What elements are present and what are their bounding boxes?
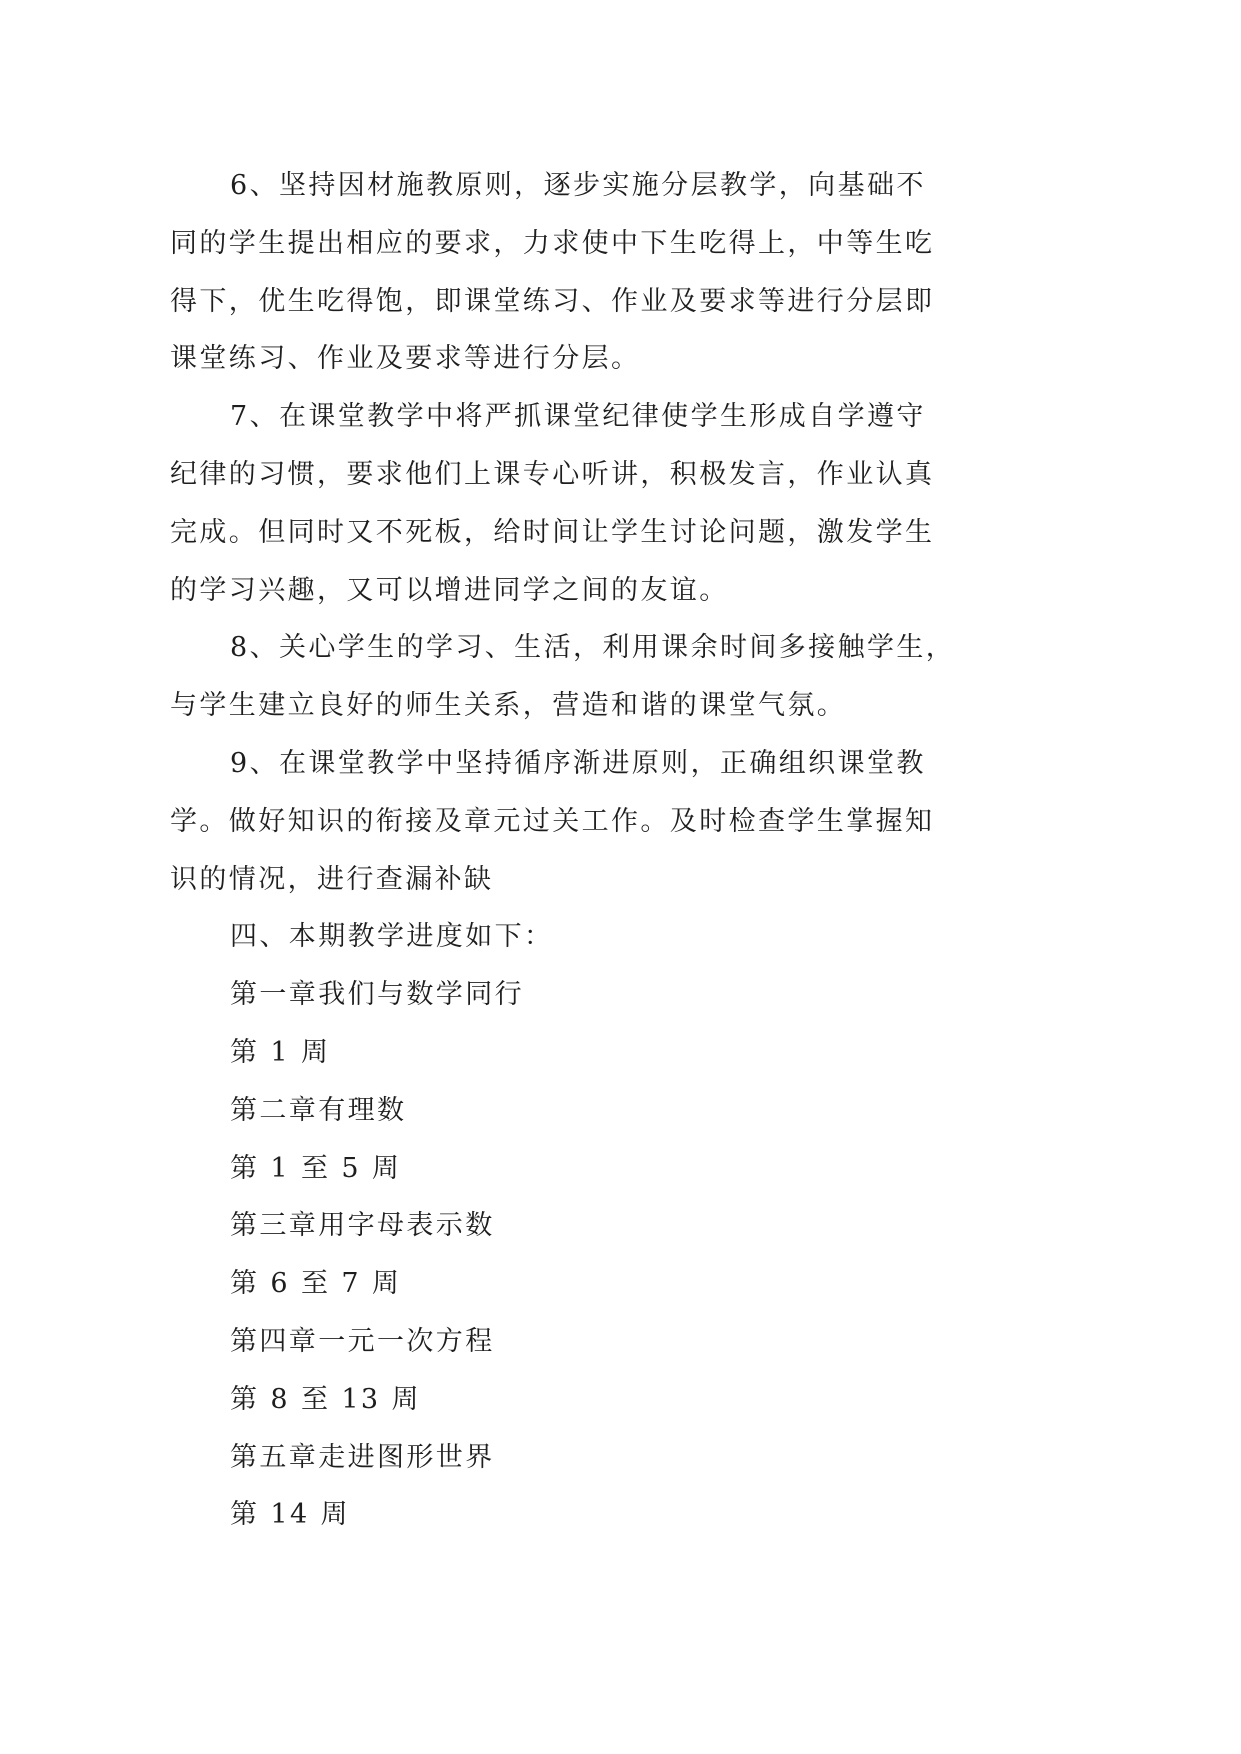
paragraph-line: 9、在课堂教学中坚持循序渐进原则，正确组织课堂教 (230, 747, 926, 779)
paragraph-line: 6、坚持因材施教原则，逐步实施分层教学，向基础不 (230, 170, 926, 201)
schedule-weeks: 第 8 至 13 周 (230, 1383, 421, 1415)
schedule-chapter: 第四章一元一次方程 (230, 1325, 495, 1357)
section-heading: 四、本期教学进度如下： (230, 921, 554, 953)
paragraph-line: 8、关心学生的学习、生活，利用课余时间多接触学生， (230, 632, 956, 664)
schedule-list (170, 966, 1170, 1544)
paragraph-6 (170, 157, 1170, 388)
paragraph-line: 与学生建立良好的师生关系，营造和谐的课堂气氛。 (170, 690, 847, 722)
paragraph-line: 7、在课堂教学中将严抓课堂纪律使学生形成自学遵守 (230, 401, 926, 433)
schedule-chapter: 第一章我们与数学同行 (230, 979, 524, 1011)
document-body (170, 157, 1170, 1544)
schedule-chapter: 第二章有理数 (230, 1094, 407, 1126)
schedule-weeks: 第 14 周 (230, 1499, 350, 1531)
paragraph-line: 的学习兴趣，又可以增进同学之间的友谊。 (170, 574, 729, 606)
paragraph-line: 识的情况，进行查漏补缺 (170, 863, 494, 895)
paragraph-line: 完成。但同时又不死板，给时间让学生讨论问题，激发学生 (170, 516, 935, 548)
paragraph-7 (170, 388, 1170, 619)
paragraph-9 (170, 735, 1170, 908)
paragraph-line: 纪律的习惯，要求他们上课专心听讲，积极发言，作业认真 (170, 458, 935, 490)
paragraph-line: 同的学生提出相应的要求，力求使中下生吃得上，中等生吃 (170, 227, 935, 259)
schedule-weeks: 第 6 至 7 周 (230, 1268, 402, 1300)
paragraph-line: 课堂练习、作业及要求等进行分层。 (170, 343, 641, 375)
schedule-chapter: 第三章用字母表示数 (230, 1210, 495, 1242)
schedule-chapter: 第五章走进图形世界 (230, 1441, 495, 1473)
paragraph-8 (170, 619, 1170, 735)
schedule-weeks: 第 1 周 (230, 1036, 331, 1068)
schedule-weeks: 第 1 至 5 周 (230, 1152, 402, 1184)
paragraph-line: 得下，优生吃得饱，即课堂练习、作业及要求等进行分层即 (170, 285, 935, 317)
paragraph-line: 学。做好知识的衔接及章元过关工作。及时检查学生掌握知 (170, 805, 935, 837)
